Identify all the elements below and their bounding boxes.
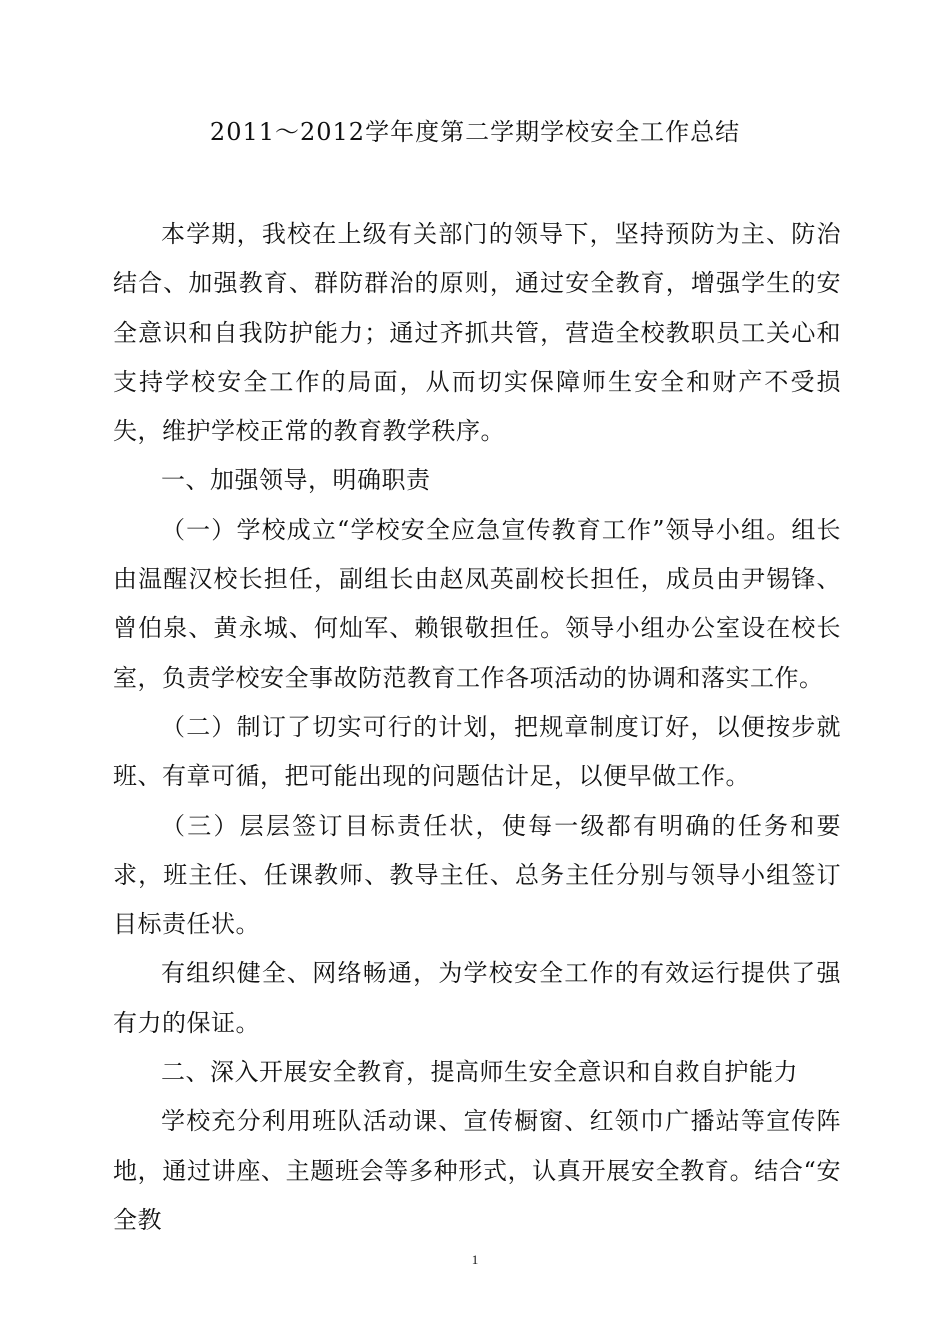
paragraph-organization: 有组织健全、网络畅通，为学校安全工作的有效运行提供了强有力的保证。 xyxy=(113,959,841,1037)
intro-paragraph: 本学期，我校在上级有关部门的领导下，坚持预防为主、防治结合、加强教育、群防群治的原则，通过安全教育，增强学生的安全意识和自我防护能力；通过齐抓共管，营造全校教职员工关心和支持学校安全工作的局面，从而切实保障师生安全和财产不受损失，维护学校正常的教育教学秩序。 xyxy=(113,220,841,446)
document-title: 2011～2012学年度第二学期学校安全工作总结 xyxy=(209,118,741,146)
paragraph-leadership-group: （一）学校成立“学校安全应急宣传教育工作”领导小组。组长由温醒汉校长担任，副组长由赵凤英副校长担任，成员由尹锡锋、曾伯泉、黄永城、何灿军、赖银敬担任。领导小组办公室设在校长室，负责学校安全事故防范教育工作各项活动的协调和落实工作。 xyxy=(113,515,841,692)
paragraph-plan: （二）制订了切实可行的计划，把规章制度订好，以便按步就班、有章可循，把可能出现的问题估计足，以便早做工作。 xyxy=(113,712,841,791)
paragraph-responsibility: （三）层层签订目标责任状，使每一级都有明确的任务和要求，班主任、任课教师、教导主任、总务主任分别与领导小组签订目标责任状。 xyxy=(113,811,841,939)
page-number: 1 xyxy=(471,1252,479,1267)
paragraph-safety-education: 学校充分利用班队活动课、宣传橱窗、红领巾广播站等宣传阵地，通过讲座、主题班会等多种形式，认真开展安全教育。结合“安全教 xyxy=(113,1107,841,1234)
section-heading-1: 一、加强领导，明确职责 xyxy=(161,466,431,495)
section-heading-2: 二、深入开展安全教育，提高师生安全意识和自救自护能力 xyxy=(161,1058,798,1087)
document-body xyxy=(113,210,841,1245)
